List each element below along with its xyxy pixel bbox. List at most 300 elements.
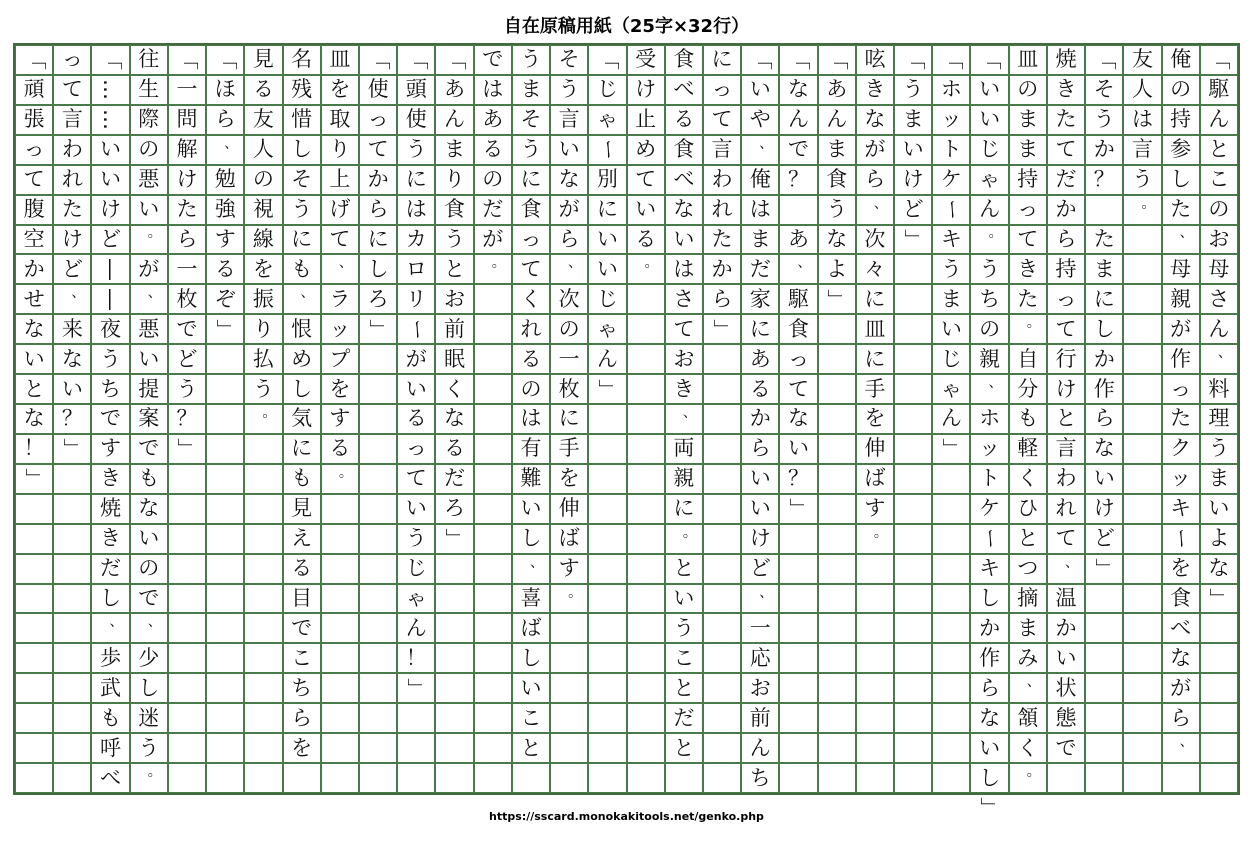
manuscript-char: 空 [23,226,45,251]
manuscript-cell [283,494,321,524]
manuscript-char: で [482,47,504,72]
manuscript-cell [1047,524,1085,554]
manuscript-char: 親 [673,466,695,491]
manuscript-cell [359,314,397,344]
manuscript-cell [894,434,932,464]
manuscript-cell [665,75,703,105]
manuscript-cell [130,165,168,195]
manuscript-cell [1047,105,1085,135]
manuscript-char: 皿 [329,47,351,72]
manuscript-cell [1009,733,1047,763]
manuscript-cell [1162,643,1200,673]
manuscript-char: い [1208,496,1230,521]
manuscript-char: ッ [979,436,1001,461]
source-url[interactable]: https://sscard.monokakitools.net/genko.php [489,810,764,823]
manuscript-char: は [1131,107,1153,132]
manuscript-cell [244,105,282,135]
manuscript-column [15,45,53,793]
manuscript-cell [474,584,512,614]
manuscript-cell [779,524,817,554]
manuscript-char: い [23,346,45,371]
manuscript-char: 止 [635,107,657,132]
manuscript-cell [244,344,282,374]
manuscript-char: る [291,556,313,581]
manuscript-cell [206,225,244,255]
manuscript-cell [15,494,53,524]
manuscript-cell [1085,165,1123,195]
manuscript-char: れ [711,197,733,222]
manuscript-cell [168,135,206,165]
manuscript-cell [397,374,435,404]
manuscript-cell [91,75,129,105]
manuscript-cell [665,673,703,703]
manuscript-char: 見 [252,47,274,72]
manuscript-cell [359,105,397,135]
manuscript-char: ゃ [596,107,618,132]
manuscript-cell [1123,733,1161,763]
manuscript-column [91,45,129,793]
manuscript-cell [703,344,741,374]
manuscript-cell [588,524,626,554]
manuscript-char: た [61,197,83,222]
manuscript-cell [627,464,665,494]
manuscript-cell [665,703,703,733]
manuscript-cell [1009,673,1047,703]
manuscript-char: い [979,735,1001,760]
manuscript-cell [1162,254,1200,284]
manuscript-cell [627,314,665,344]
manuscript-cell [970,45,1008,75]
manuscript-cell [741,763,779,793]
manuscript-char: て [367,137,389,162]
manuscript-char: ど [100,226,122,251]
manuscript-cell [321,254,359,284]
manuscript-char: の [482,167,504,192]
manuscript-cell [512,225,550,255]
manuscript-char: 食 [673,137,695,162]
manuscript-cell [474,434,512,464]
manuscript-cell [206,404,244,434]
manuscript-char: ど [749,556,771,581]
manuscript-cell [970,613,1008,643]
manuscript-char: が [864,137,886,162]
manuscript-char: す [100,436,122,461]
manuscript-cell [1009,45,1047,75]
manuscript-cell [474,75,512,105]
manuscript-cell [206,75,244,105]
manuscript-cell [970,165,1008,195]
manuscript-char: い [979,107,1001,132]
manuscript-cell [168,703,206,733]
manuscript-char: た [1093,226,1115,251]
manuscript-char: よ [826,256,848,281]
manuscript-char: 分 [1017,376,1039,401]
manuscript-char: ろ [444,496,466,521]
manuscript-cell [435,165,473,195]
manuscript-cell [970,643,1008,673]
manuscript-cell [627,284,665,314]
manuscript-cell [435,673,473,703]
manuscript-cell [1009,165,1047,195]
manuscript-cell [1162,284,1200,314]
manuscript-cell [703,105,741,135]
manuscript-char: 、 [529,554,544,571]
manuscript-cell [856,374,894,404]
manuscript-char: る [214,256,236,281]
manuscript-cell [818,225,856,255]
manuscript-cell [1123,105,1161,135]
manuscript-cell [741,75,779,105]
manuscript-cell [512,344,550,374]
manuscript-char: も [138,466,160,491]
manuscript-cell [206,195,244,225]
manuscript-char: を [558,466,580,491]
manuscript-cell [359,524,397,554]
manuscript-cell [1200,254,1238,284]
manuscript-cell [283,165,321,195]
manuscript-column [588,45,626,793]
manuscript-char: 作 [1093,376,1115,401]
manuscript-char: か [979,615,1001,640]
manuscript-cell [741,434,779,464]
manuscript-char: 親 [1170,286,1192,311]
manuscript-cell [779,344,817,374]
manuscript-cell [283,733,321,763]
manuscript-char: な [1170,645,1192,670]
manuscript-char: も [1017,406,1039,431]
manuscript-char: さ [1208,286,1230,311]
manuscript-char: ま [749,226,771,251]
manuscript-cell [283,643,321,673]
manuscript-char: い [749,77,771,102]
manuscript-cell [15,643,53,673]
manuscript-cell [397,434,435,464]
manuscript-char: そ [291,167,313,192]
manuscript-char: て [787,376,809,401]
manuscript-char: 。 [873,524,888,541]
manuscript-cell [894,314,932,344]
manuscript-cell [91,554,129,584]
manuscript-char: こ [673,645,695,670]
manuscript-cell [53,344,91,374]
manuscript-cell [15,584,53,614]
manuscript-cell [970,314,1008,344]
manuscript-char: れ [520,316,542,341]
manuscript-cell [397,314,435,344]
manuscript-char: た [711,226,733,251]
manuscript-char: と [673,556,695,581]
manuscript-cell [1009,225,1047,255]
manuscript-char: ど [1093,526,1115,551]
manuscript-char: っ [1017,197,1039,222]
manuscript-cell [321,703,359,733]
manuscript-cell [283,45,321,75]
manuscript-cell [474,225,512,255]
manuscript-cell [1123,494,1161,524]
manuscript-char: 「 [22,49,47,71]
manuscript-cell [168,105,206,135]
manuscript-cell [91,584,129,614]
manuscript-cell [15,554,53,584]
manuscript-char: み [1017,645,1039,670]
manuscript-char: な [979,705,1001,730]
manuscript-cell [856,613,894,643]
manuscript-char: っ [61,47,83,72]
manuscript-cell [435,404,473,434]
manuscript-cell [397,524,435,554]
manuscript-char: ― [99,288,124,310]
manuscript-char: ど [176,346,198,371]
manuscript-char: ち [749,765,771,790]
manuscript-cell [321,45,359,75]
manuscript-cell [283,584,321,614]
manuscript-char: で [176,316,198,341]
manuscript-char: 「 [939,49,964,71]
manuscript-cell [435,763,473,793]
manuscript-char: る [482,137,504,162]
manuscript-column [168,45,206,793]
manuscript-char: い [100,137,122,162]
manuscript-char: 」 [1092,558,1117,580]
manuscript-char: ー [939,199,964,221]
manuscript-char: あ [482,107,504,132]
manuscript-char: 眠 [444,346,466,371]
manuscript-char: 」 [786,498,811,520]
manuscript-cell [970,524,1008,554]
manuscript-char: 「 [99,49,124,71]
manuscript-cell [970,75,1008,105]
manuscript-cell [970,464,1008,494]
manuscript-char: あ [826,77,848,102]
manuscript-cell [397,135,435,165]
manuscript-cell [1047,584,1085,614]
manuscript-cell [91,763,129,793]
manuscript-char: 頷 [1017,705,1039,730]
manuscript-cell [1009,254,1047,284]
manuscript-cell [856,643,894,673]
manuscript-cell [321,613,359,643]
manuscript-cell [53,314,91,344]
manuscript-char: け [635,77,657,102]
manuscript-cell [130,314,168,344]
manuscript-cell [627,254,665,284]
manuscript-cell [627,135,665,165]
manuscript-cell [856,524,894,554]
manuscript-char: い [1093,466,1115,491]
manuscript-column [550,45,588,793]
manuscript-cell [894,584,932,614]
manuscript-char: し [291,137,313,162]
manuscript-cell [435,284,473,314]
manuscript-cell [1200,404,1238,434]
manuscript-char: 使 [405,107,427,132]
manuscript-cell [1200,284,1238,314]
manuscript-char: う [405,137,427,162]
manuscript-cell [397,45,435,75]
manuscript-char: い [596,226,618,251]
manuscript-cell [130,374,168,404]
manuscript-cell [244,284,282,314]
manuscript-cell [970,584,1008,614]
manuscript-char: 態 [1055,705,1077,730]
manuscript-char: 悪 [138,316,160,341]
manuscript-char: け [1055,376,1077,401]
manuscript-char: 次 [864,226,886,251]
manuscript-cell [130,135,168,165]
manuscript-cell [474,314,512,344]
manuscript-cell [244,314,282,344]
manuscript-char: で [138,436,160,461]
manuscript-cell [665,763,703,793]
manuscript-char: っ [405,436,427,461]
manuscript-char: 「 [978,49,1003,71]
manuscript-char: と [673,735,695,760]
manuscript-char: ん [826,107,848,132]
manuscript-column [474,45,512,793]
manuscript-char: た [176,197,198,222]
manuscript-cell [970,733,1008,763]
manuscript-char: ら [176,226,198,251]
manuscript-cell [435,344,473,374]
manuscript-cell [359,584,397,614]
manuscript-char: に [711,47,733,72]
manuscript-char: 、 [300,285,315,302]
manuscript-cell [1200,494,1238,524]
manuscript-cell [588,45,626,75]
manuscript-cell [665,404,703,434]
manuscript-cell [665,733,703,763]
manuscript-cell [856,434,894,464]
manuscript-char: る [405,406,427,431]
manuscript-cell [512,494,550,524]
manuscript-cell [779,434,817,464]
manuscript-cell [359,75,397,105]
manuscript-cell [53,733,91,763]
manuscript-char: 」 [901,228,926,250]
manuscript-char: に [673,496,695,521]
manuscript-char: な [673,197,695,222]
manuscript-char: く [1017,735,1039,760]
manuscript-cell [1085,404,1123,434]
manuscript-char: た [1170,406,1192,431]
manuscript-cell [397,195,435,225]
manuscript-char: ま [1017,107,1039,132]
manuscript-column [894,45,932,793]
manuscript-cell [665,464,703,494]
manuscript-char: き [1017,256,1039,281]
manuscript-char: ま [940,286,962,311]
manuscript-char: れ [61,167,83,192]
manuscript-cell [741,613,779,643]
manuscript-char: の [1017,77,1039,102]
manuscript-cell [91,374,129,404]
manuscript-char: ん [749,735,771,760]
manuscript-char: て [23,167,45,192]
manuscript-char: か [1093,137,1115,162]
manuscript-cell [665,524,703,554]
manuscript-cell [1047,254,1085,284]
manuscript-cell [818,434,856,464]
manuscript-cell [1047,374,1085,404]
manuscript-cell [856,314,894,344]
manuscript-char: だ [482,197,504,222]
manuscript-char: ゃ [940,376,962,401]
manuscript-cell [550,344,588,374]
manuscript-cell [130,434,168,464]
manuscript-char: 焼 [100,496,122,521]
manuscript-cell [474,344,512,374]
manuscript-char: つ [1017,556,1039,581]
manuscript-cell [932,105,970,135]
manuscript-char: と [1017,526,1039,551]
manuscript-cell [283,284,321,314]
manuscript-cell [894,464,932,494]
manuscript-char: る [520,346,542,371]
manuscript-char: ？ [787,167,809,192]
manuscript-cell [321,195,359,225]
manuscript-cell [1009,584,1047,614]
manuscript-cell [53,254,91,284]
manuscript-cell [779,225,817,255]
manuscript-char: 、 [759,135,774,152]
manuscript-cell [1162,105,1200,135]
manuscript-char: 振 [252,286,274,311]
manuscript-cell [627,105,665,135]
manuscript-char: ま [520,77,542,102]
manuscript-cell [283,225,321,255]
manuscript-char: 言 [711,137,733,162]
manuscript-cell [627,763,665,793]
manuscript-char: 「 [748,49,773,71]
manuscript-cell [627,45,665,75]
manuscript-cell [321,643,359,673]
manuscript-cell [321,75,359,105]
manuscript-cell [1047,434,1085,464]
manuscript-char: り [252,316,274,341]
manuscript-char: 一 [176,256,198,281]
manuscript-char: ク [1170,436,1192,461]
manuscript-cell [1085,434,1123,464]
manuscript-cell [932,494,970,524]
manuscript-cell [474,284,512,314]
manuscript-cell [894,225,932,255]
manuscript-char: 」 [213,318,238,340]
manuscript-cell [321,135,359,165]
manuscript-cell [130,524,168,554]
manuscript-char: ― [99,258,124,280]
manuscript-cell [91,225,129,255]
manuscript-cell [1200,763,1238,793]
manuscript-char: 行 [1055,346,1077,371]
manuscript-cell [703,284,741,314]
manuscript-cell [627,225,665,255]
manuscript-char: だ [749,256,771,281]
manuscript-char: う [100,346,122,371]
manuscript-char: よ [1208,526,1230,551]
manuscript-cell [1200,613,1238,643]
manuscript-char: に [520,167,542,192]
manuscript-cell [1085,643,1123,673]
manuscript-cell [588,464,626,494]
manuscript-char: 皿 [864,316,886,341]
manuscript-cell [283,554,321,584]
manuscript-cell [321,284,359,314]
manuscript-cell [321,464,359,494]
manuscript-char: 食 [520,197,542,222]
manuscript-char: し [979,765,1001,790]
manuscript-cell [1009,284,1047,314]
manuscript-char: の [979,316,1001,341]
